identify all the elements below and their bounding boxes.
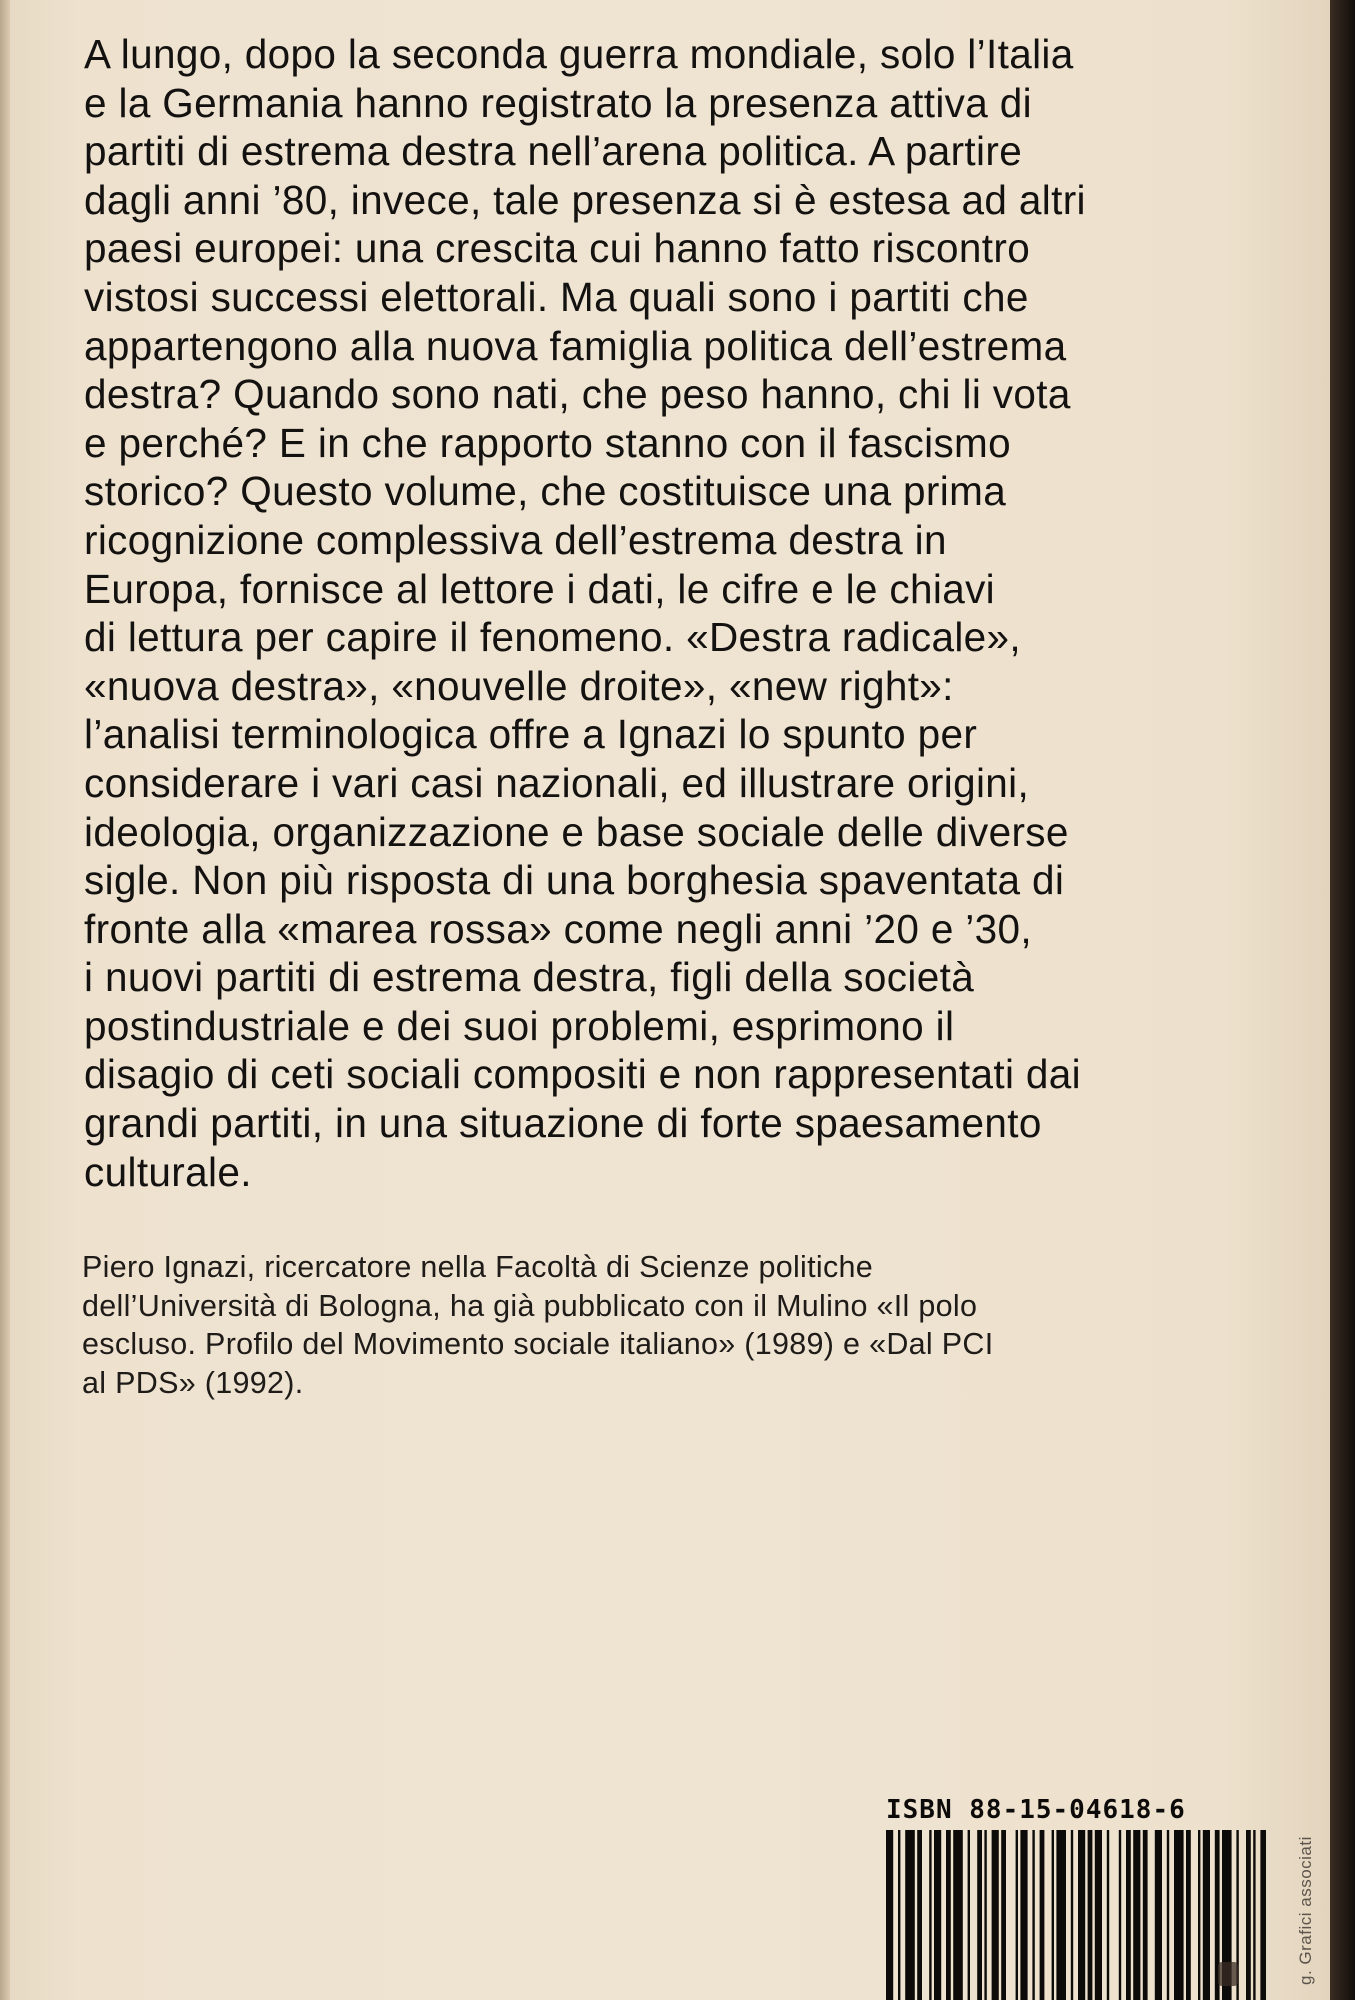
barcode-bar — [898, 1830, 900, 2000]
barcode-bar — [1126, 1830, 1131, 2000]
barcode-bar — [1052, 1830, 1054, 2000]
cover-wear-mark — [1218, 1962, 1238, 1986]
spine-edge — [0, 0, 10, 2000]
isbn-label: ISBN 88-15-04618-6 — [886, 1795, 1186, 1825]
barcode-bar — [977, 1830, 982, 2000]
barcode-bar — [905, 1830, 915, 2000]
barcode-bar — [934, 1830, 941, 2000]
barcode-bar — [1040, 1830, 1045, 2000]
barcode-bar — [1016, 1830, 1018, 2000]
barcode-bar — [1107, 1830, 1109, 2000]
barcode-bar — [968, 1830, 970, 2000]
barcode-bar — [1078, 1830, 1085, 2000]
barcode-bar — [1203, 1830, 1210, 2000]
barcode-bar — [1246, 1830, 1251, 2000]
barcode-bar — [1119, 1830, 1121, 2000]
barcode-bar — [1020, 1830, 1027, 2000]
barcode-bar — [984, 1830, 986, 2000]
cover-right-edge — [1330, 0, 1355, 2000]
isbn-barcode — [886, 1830, 1266, 2000]
barcode-bar — [886, 1830, 893, 2000]
barcode-bar — [1198, 1830, 1200, 2000]
cover-blurb: A lungo, dopo la seconda guerra mondiale, solo l’Italia e la Germania hanno registrato la presenza attiva di partiti di estrema destra nell’arena politica. A partire dagli anni ’80, invece, tale presenza si è estesa ad altri paesi europei: una crescita cui hanno fatto riscontro vistosi successi elettorali. Ma quali sono i partiti che appartengono alla nuova famiglia politica dell’estrema destra? Quando sono nati, che peso hanno, chi li vota e perché? E in che rapporto stanno con il fascismo storico? Questo volume, che costituisce una prima ricognizione complessiva dell’estrema destra in Europa, fornisce al lettore i dati, le cifre e le chiavi di lettura per capire il fenomeno. «Destra radicale», «nuova destra», «nouvelle droite», «new right»: l’analisi terminologica offre a Ignazi lo spunto per considerare i vari casi nazionali, ed illustrare origini, ideologia, organizzazione e base sociale delle diverse sigle. Non più risposta di una borghesia spaventata di fronte alla «marea rossa» come negli anni ’20 e ’30, i nuovi partiti di estrema destra, figli della società postindustriale e dei suoi problemi, esprimono il disagio di ceti sociali compositi e non rappresentati dai grandi partiti, in una situazione di forte spaesamento culturale. — [84, 31, 1086, 1195]
barcode-bar — [1001, 1830, 1006, 2000]
barcode-bar — [992, 1830, 999, 2000]
barcode-bar — [1143, 1830, 1148, 2000]
barcode-bar — [946, 1830, 951, 2000]
author-note: Piero Ignazi, ricercatore nella Facoltà di Scienze politiche dell’Università di Bologna, ha già pubblicato con il Mulino «Il polo escluso. Profilo del Movimento sociale italiano» (1989) e «Dal PCI al PDS» (1992). — [82, 1250, 994, 1400]
barcode-bar — [1088, 1830, 1093, 2000]
barcode-bar — [1095, 1830, 1102, 2000]
barcode-bar — [1167, 1830, 1169, 2000]
barcode-bar — [1260, 1830, 1266, 2000]
barcode-bar — [1133, 1830, 1140, 2000]
barcode-bar — [1253, 1830, 1255, 2000]
barcode-bar — [953, 1830, 963, 2000]
barcode-bar — [1186, 1830, 1191, 2000]
printer-credit: g. Grafici associati — [1296, 1836, 1315, 1985]
barcode-bar — [1071, 1830, 1073, 2000]
barcode-bar — [1032, 1830, 1034, 2000]
barcode-bar — [929, 1830, 931, 2000]
barcode-bar — [1056, 1830, 1066, 2000]
barcode-bar — [1174, 1830, 1184, 2000]
barcode-bar — [917, 1830, 922, 2000]
barcode-bar — [1155, 1830, 1162, 2000]
